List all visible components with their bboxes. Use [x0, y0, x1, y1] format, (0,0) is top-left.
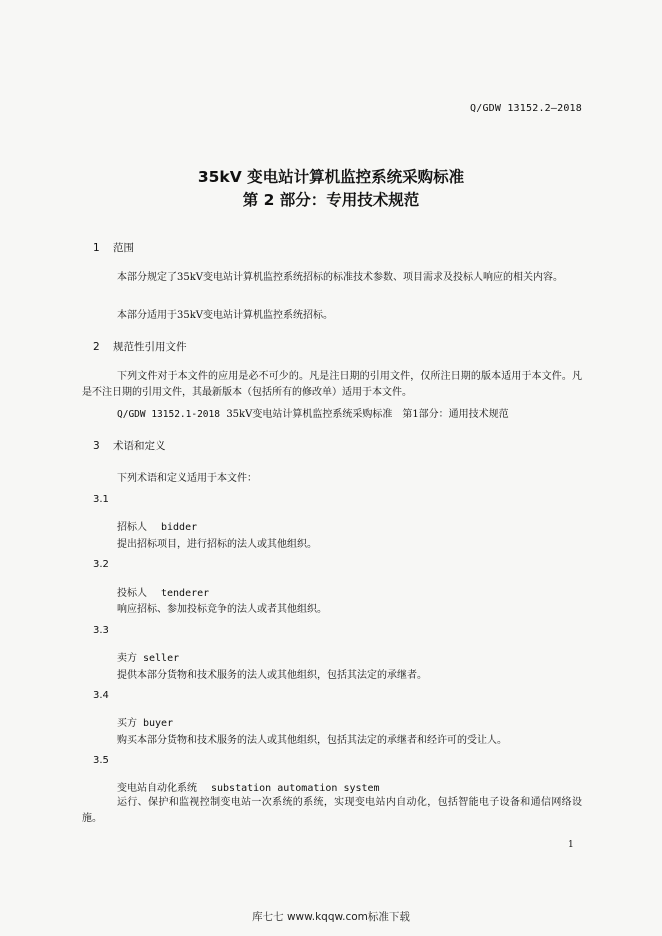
- reference-title: 35kV变电站计算机监控系统采购标准 第1部分：通用技术规范: [226, 409, 509, 420]
- terms-intro: 下列术语和定义适用于本文件：: [117, 473, 257, 484]
- term-entry: [117, 649, 179, 664]
- term-en: tenderer: [161, 588, 210, 599]
- references-paragraph: 下列文件对于本文件的应用是必不可少的。凡是注日期的引用文件，仅所注日期的版本适用于本文件。凡是不注日期的引用文件，其最新版本（包括所有的修改单）适用于本文件。: [82, 371, 582, 398]
- section-number: 2: [93, 341, 100, 353]
- term-en: bidder: [161, 522, 198, 533]
- term-entry: [117, 779, 380, 794]
- section-number: 1: [93, 242, 100, 254]
- term-number: 3.4: [93, 690, 109, 701]
- section-title: 术语和定义: [113, 440, 166, 452]
- section-heading-1: [93, 240, 134, 255]
- section-number: 3: [93, 440, 100, 452]
- term-definition: 提供本部分货物和技术服务的法人或其他组织，包括其法定的承继者。: [117, 670, 427, 681]
- page-number: 1: [568, 840, 574, 850]
- section-heading-2: [93, 339, 187, 354]
- term-zh: 卖方: [117, 653, 137, 664]
- term-zh: 招标人: [117, 522, 147, 533]
- term-entry: [117, 584, 209, 599]
- term-number: 3.3: [93, 625, 109, 636]
- term-definition: 运行、保护和监视控制变电站一次系统的系统，实现变电站内自动化，包括智能电子设备和通信网络设施。: [82, 797, 582, 824]
- document-subtitle: 第 2 部分：专用技术规范: [242, 191, 420, 209]
- term-number: 3.5: [93, 755, 109, 766]
- reference-code: Q/GDW 13152.1-2018: [117, 409, 220, 420]
- term-entry: [117, 518, 197, 533]
- watermark-footer: 库七七 www.kqqw.com标准下载: [252, 911, 410, 923]
- term-en: substation automation system: [211, 783, 380, 794]
- term-entry: [117, 714, 173, 729]
- term-definition: 响应招标、参加投标竞争的法人或者其他组织。: [117, 604, 327, 615]
- normative-reference: [117, 405, 509, 420]
- scope-paragraph-2: 本部分适用于35kV变电站计算机监控系统招标。: [117, 310, 334, 321]
- term-definition: 提出招标项目，进行招标的法人或其他组织。: [117, 539, 317, 550]
- term-en: buyer: [143, 718, 174, 729]
- section-title: 范围: [113, 242, 134, 254]
- term-number: 3.1: [93, 494, 109, 505]
- term-zh: 买方: [117, 718, 137, 729]
- scope-paragraph-1: 本部分规定了35kV变电站计算机监控系统招标的标准技术参数、项目需求及投标人响应的相关内容。: [117, 272, 564, 283]
- term-zh: 变电站自动化系统: [117, 783, 197, 794]
- term-definition: 购买本部分货物和技术服务的法人或其他组织，包括其法定的承继者和经许可的受让人。: [117, 735, 507, 746]
- term-zh: 投标人: [117, 588, 147, 599]
- document-code: Q/GDW 13152.2—2018: [470, 103, 582, 114]
- term-en: seller: [143, 653, 180, 664]
- document-title: 35kV 变电站计算机监控系统采购标准: [197, 168, 465, 186]
- section-heading-3: [93, 438, 166, 453]
- term-number: 3.2: [93, 559, 109, 570]
- section-title: 规范性引用文件: [113, 341, 187, 353]
